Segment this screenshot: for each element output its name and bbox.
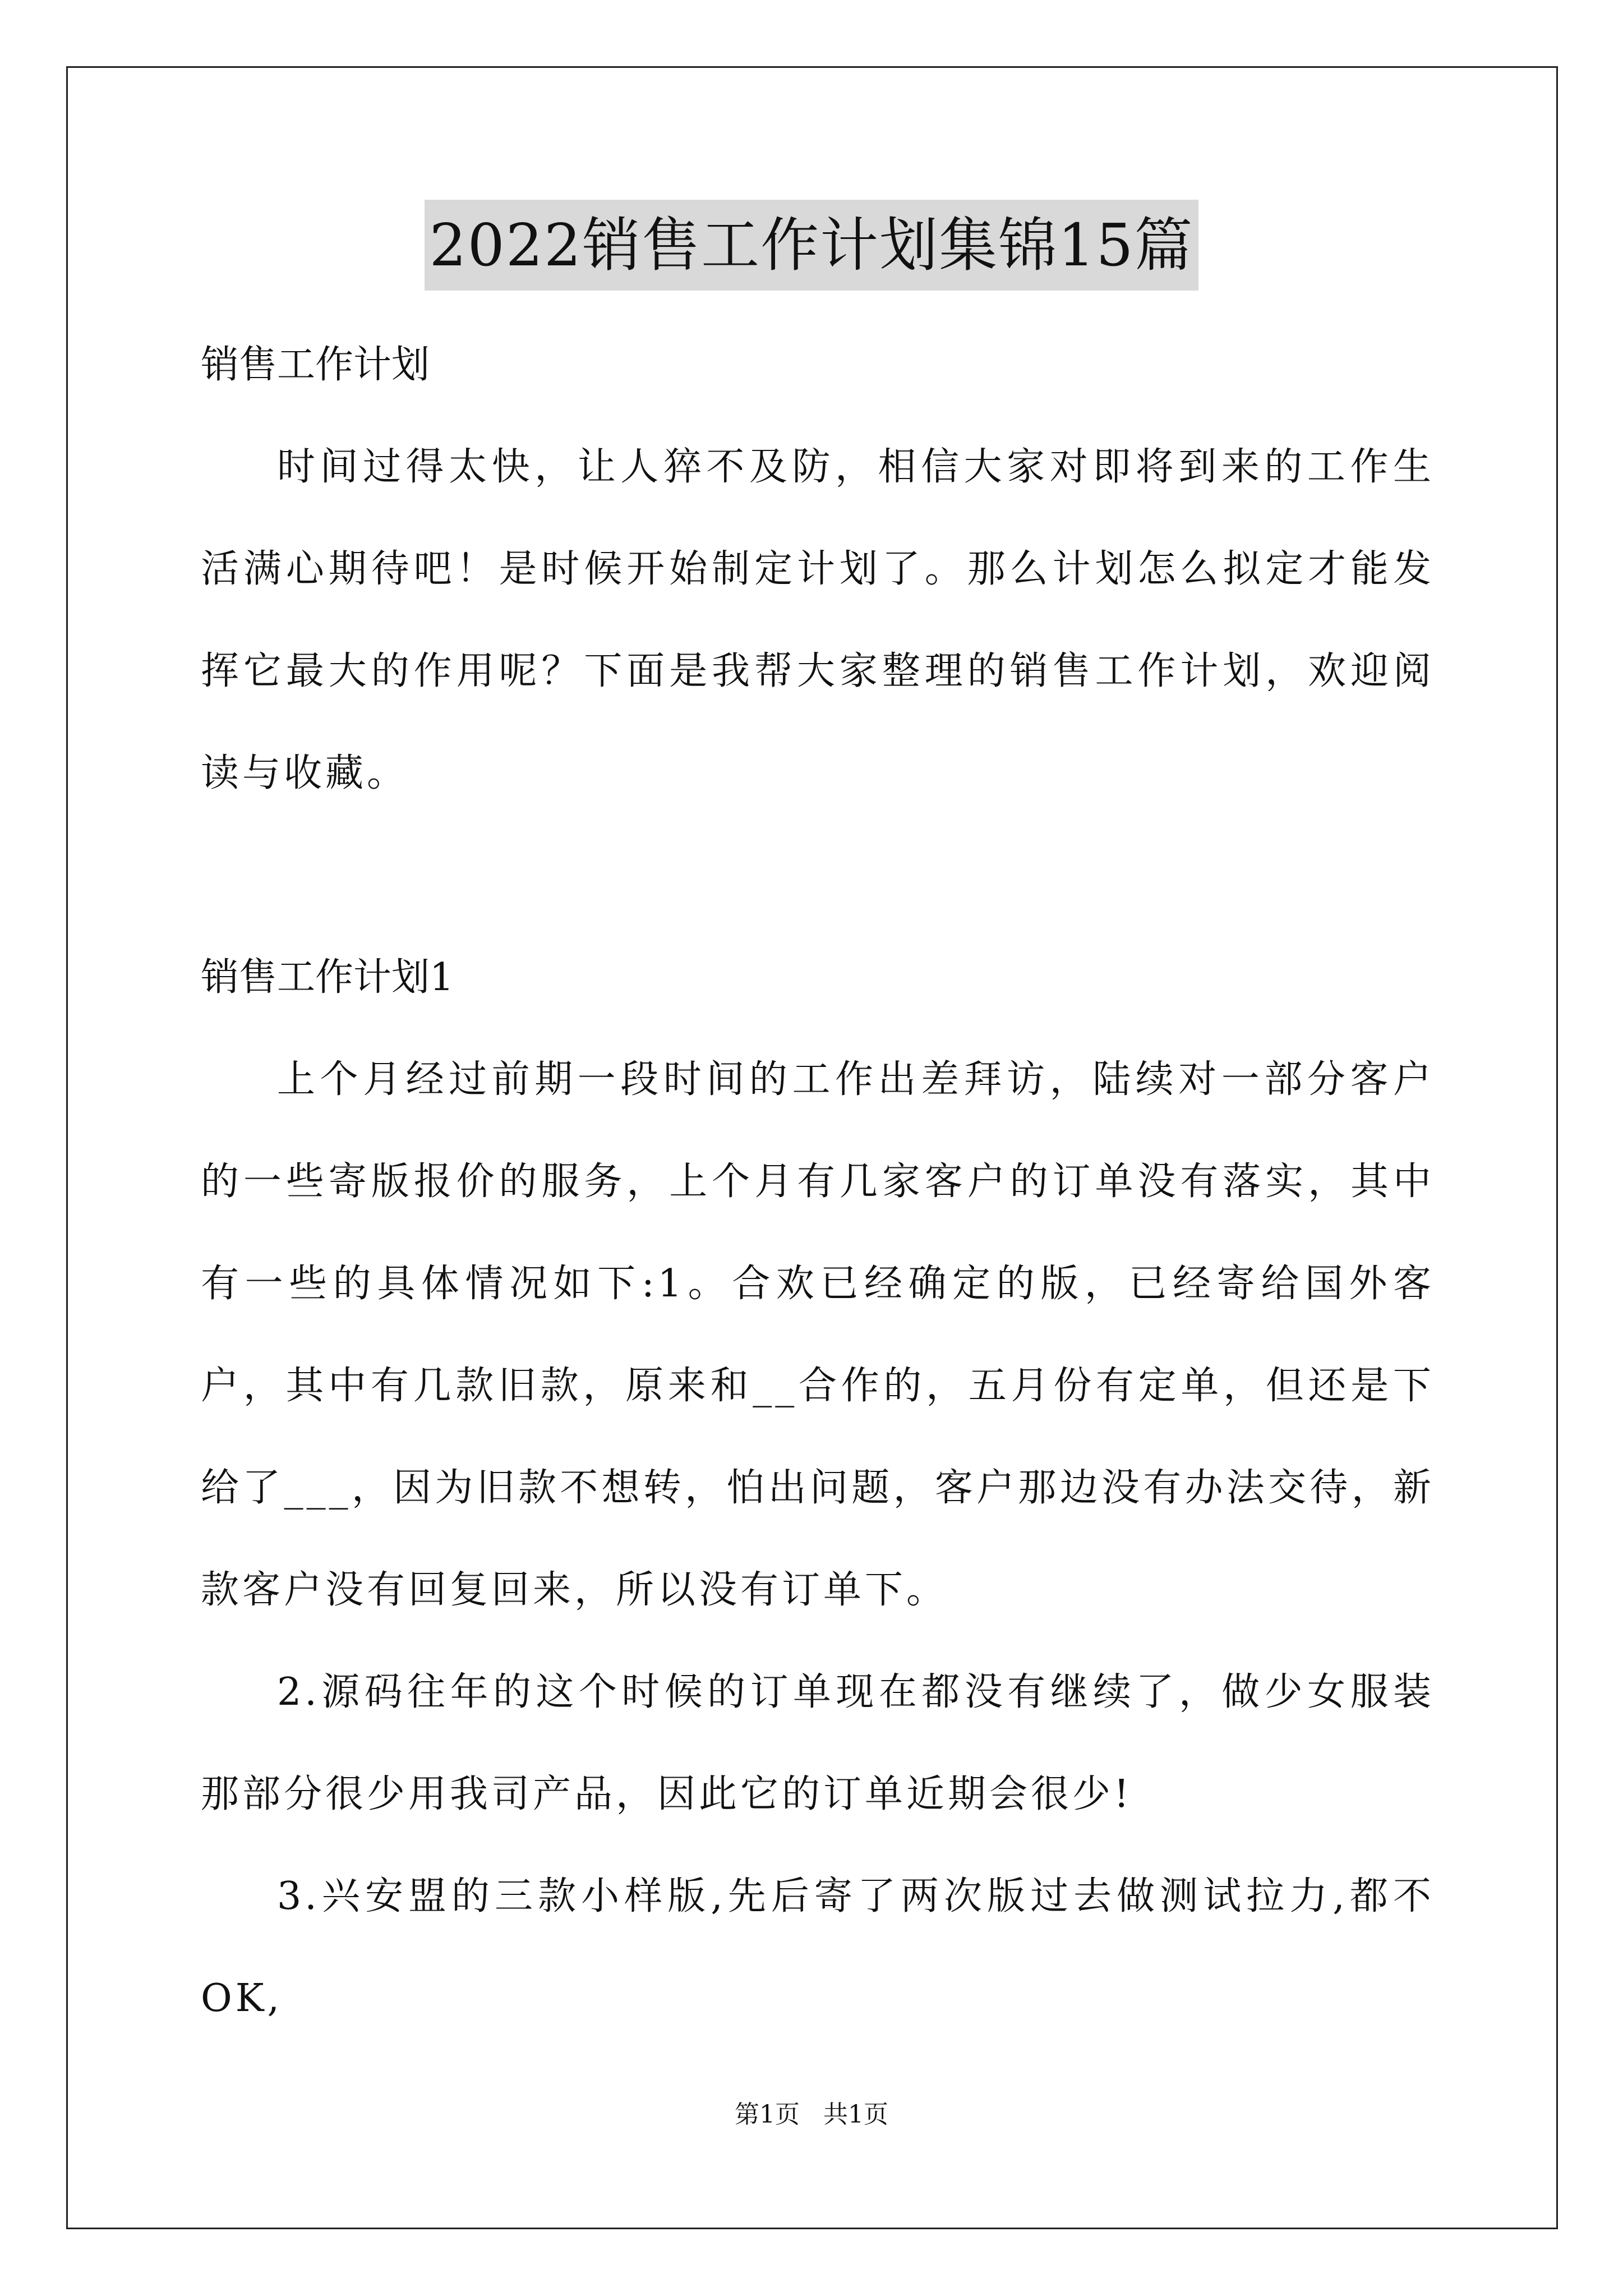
section-spacer <box>201 825 1435 927</box>
body-paragraph: 3.兴安盟的三款小样版,先后寄了两次版过去做测试拉力,都不OK, <box>201 1874 1435 2021</box>
intro-paragraph: 时间过得太快，让人猝不及防，相信大家对即将到来的工作生活满心期待吧！是时候开始制定计划了。那么计划怎么拟定才能发挥它最大的作用呢？下面是我帮大家整理的销售工作计划，欢迎阅读与收藏。 <box>201 445 1435 795</box>
page-footer: 第1页 共1页 <box>735 2100 888 2129</box>
section-heading: 销售工作计划1 <box>201 955 454 1000</box>
body-paragraph: 2.源码往年的这个时候的订单现在都没有继续了，做少女服装那部分很少用我司产品，因此它的订单近期会很少! <box>201 1670 1435 1816</box>
title-area <box>0 200 1623 291</box>
document-body <box>201 314 1435 2050</box>
body-paragraph: 上个月经过前期一段时间的工作出差拜访，陆续对一部分客户的一些寄版报价的服务，上个月有几家客户的订单没有落实，其中有一些的具体情况如下:1。合欢已经确定的版，已经寄给国外客户，其中有几款旧款，原来和__合作的，五月份有定单，但还是下给了___，因为旧款不想转，怕出问题，客户那边没有办法交待，新款客户没有回复回来，所以没有订单下。 <box>201 1057 1435 1612</box>
intro-heading: 销售工作计划 <box>201 343 430 387</box>
document-title: 2022销售工作计划集锦15篇 <box>425 200 1198 291</box>
